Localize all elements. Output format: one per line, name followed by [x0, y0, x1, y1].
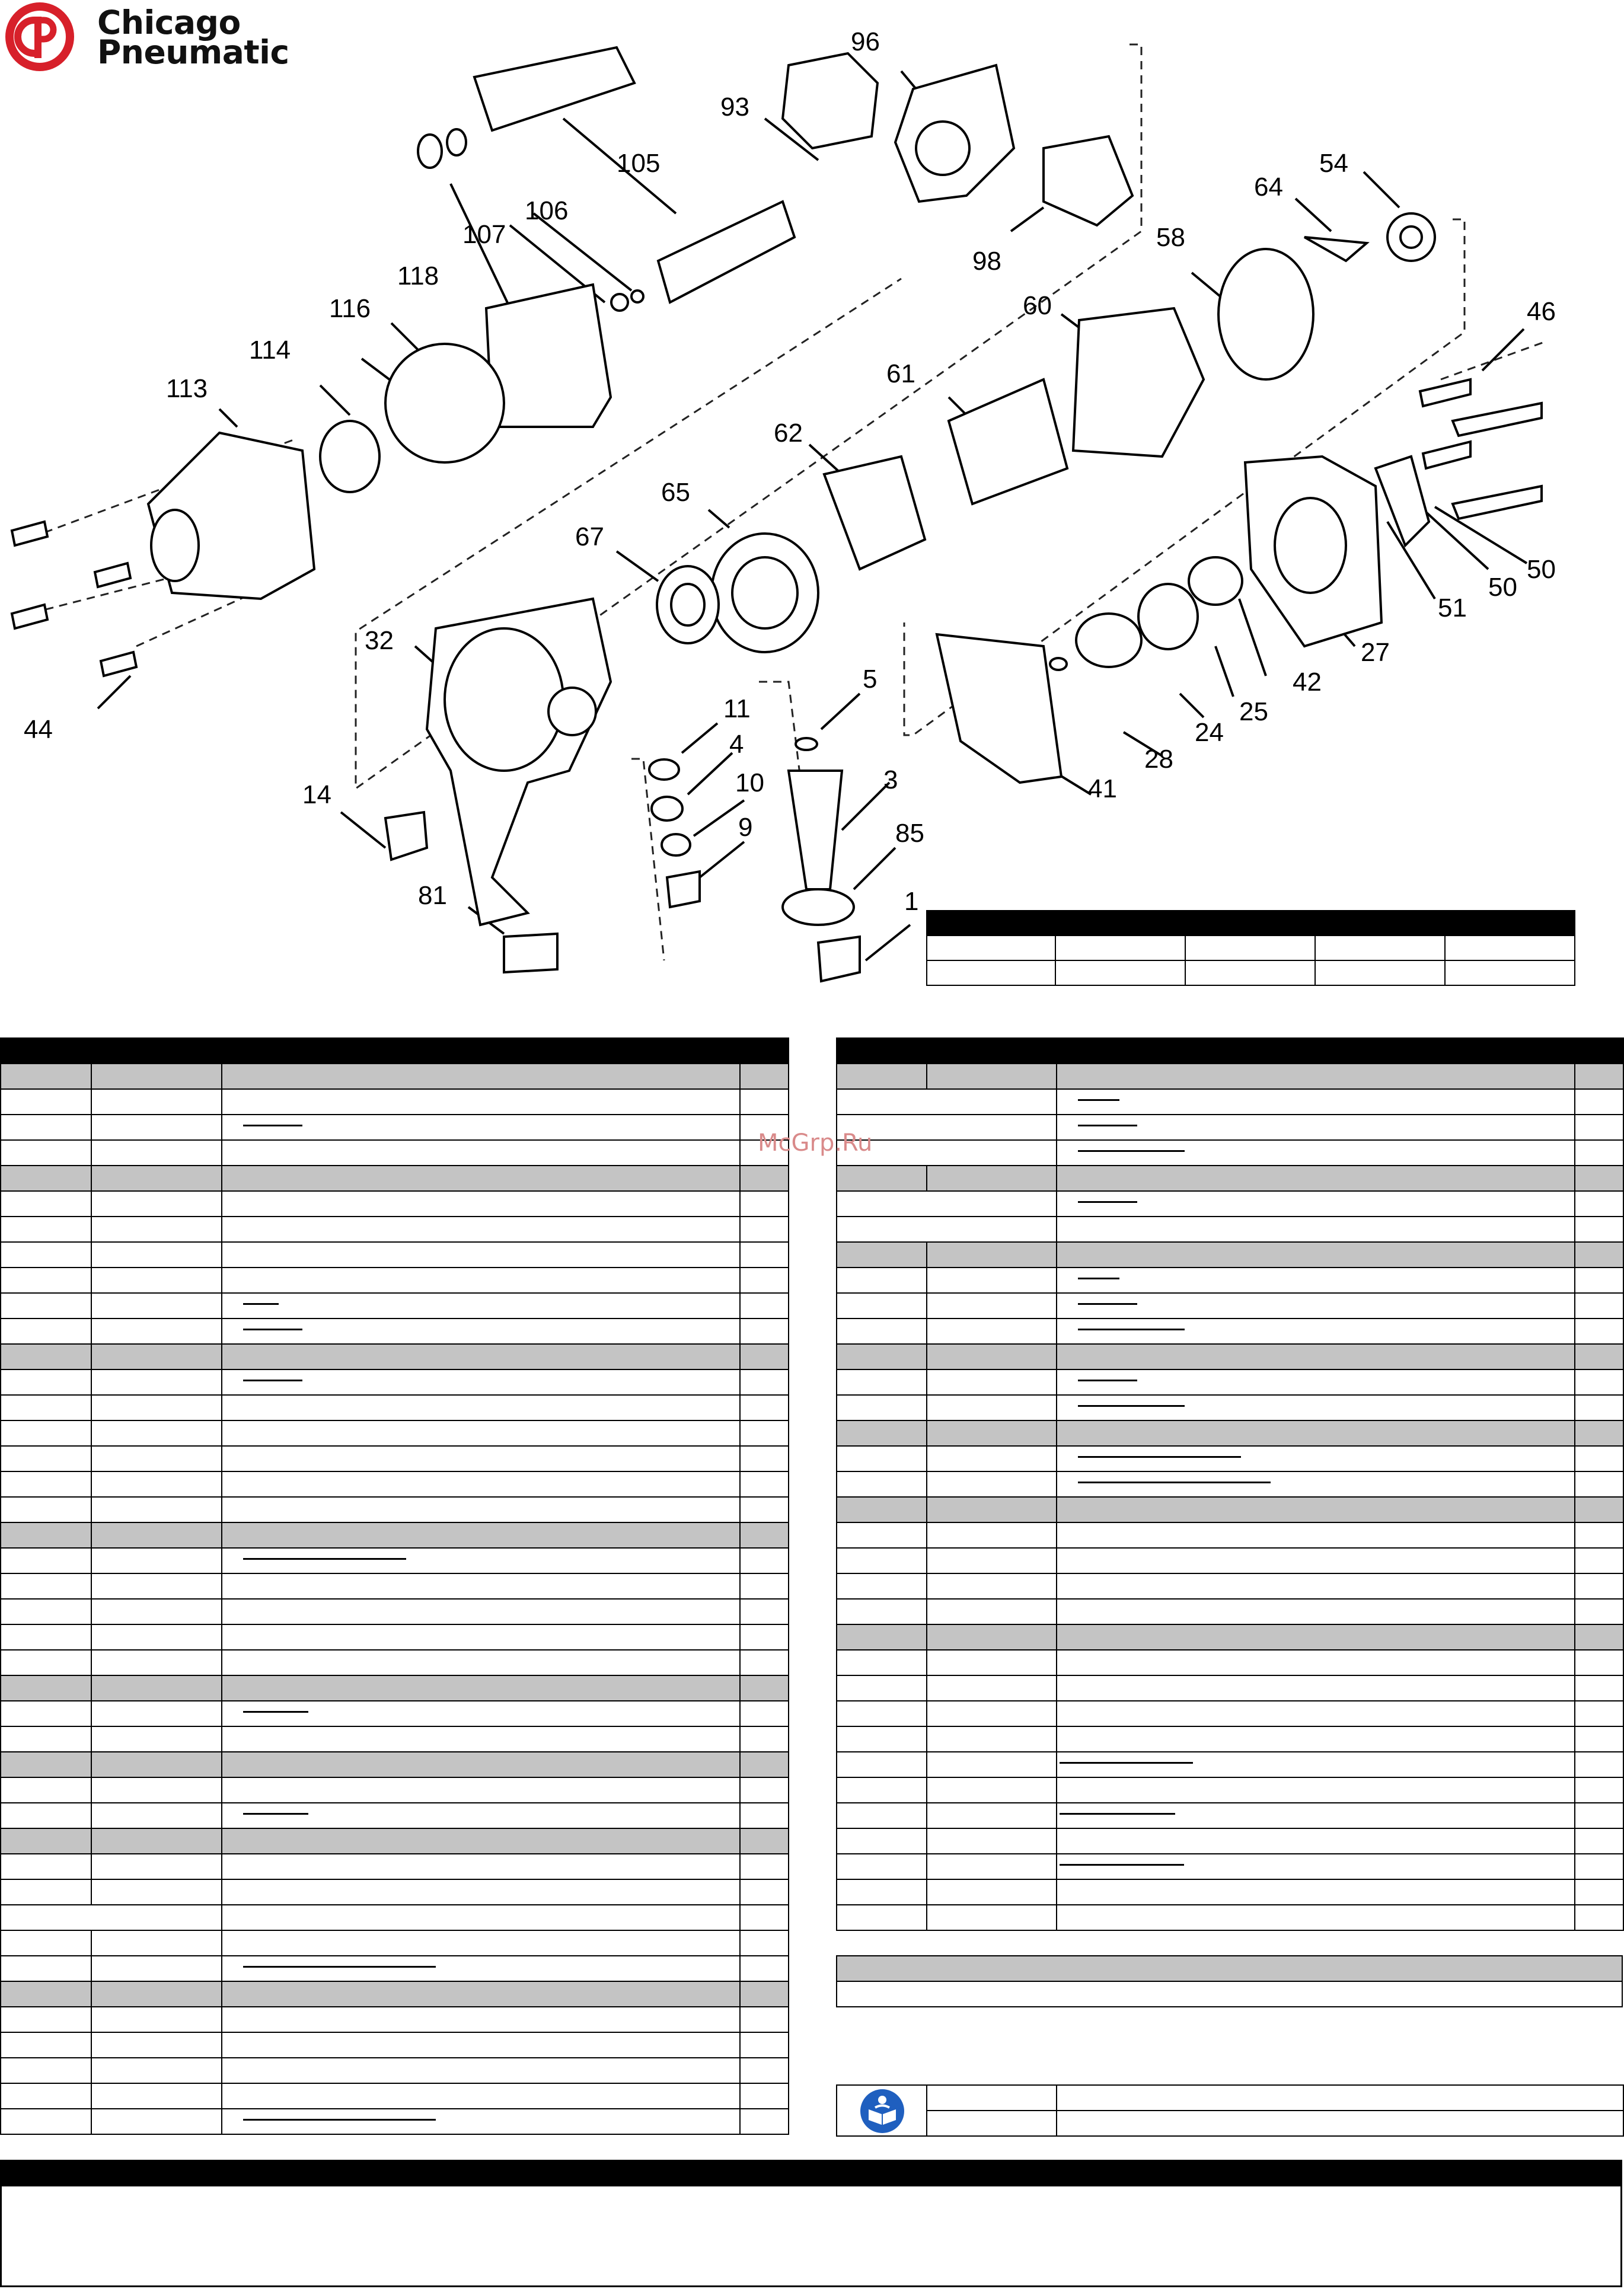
parts-table-right: [836, 1037, 1624, 1931]
callout-60: 60: [1023, 291, 1052, 320]
callout-62: 62: [774, 419, 803, 448]
callout-116: 116: [329, 294, 371, 323]
watermark: McGrp.Ru: [758, 1129, 873, 1157]
callout-113: 113: [166, 374, 208, 403]
callout-98: 98: [972, 247, 1001, 276]
parts-table-left: [0, 1037, 789, 2135]
callout-96: 96: [851, 27, 880, 56]
parts-header: [1, 1038, 789, 1064]
callout-10: 10: [735, 768, 764, 797]
spec-table: [926, 910, 1575, 986]
callout-44: 44: [24, 715, 53, 744]
footer-header: [2, 2162, 1620, 2186]
parts-header: [837, 1038, 1623, 1064]
callout-67: 67: [575, 522, 604, 551]
callout-65: 65: [661, 478, 690, 507]
manual-icon-cell: [837, 2085, 927, 2136]
callout-14: 14: [302, 780, 331, 809]
footer-box: [0, 2160, 1622, 2287]
callout-24a: 24: [1195, 718, 1224, 747]
callout-4: 4: [729, 730, 744, 759]
spec-header-cell: [1185, 911, 1575, 936]
callout-114: 114: [249, 336, 291, 365]
callout-24b: 42: [1293, 668, 1322, 697]
brand-name-line1: Chicago: [97, 4, 241, 41]
callout-3: 3: [883, 765, 898, 794]
read-manual-icon: [856, 2088, 909, 2134]
callout-58: 58: [1156, 223, 1185, 252]
manual-reference-table: [836, 2084, 1624, 2137]
callout-41: 41: [1088, 774, 1117, 803]
callout-85: 85: [895, 819, 924, 848]
callout-107: 107: [462, 220, 506, 249]
callout-106: 106: [525, 196, 569, 225]
callout-54: 54: [1319, 149, 1348, 178]
brand-name-line2: Pneumatic: [97, 33, 289, 71]
callout-42: 27: [1361, 638, 1390, 667]
callout-1: 1: [904, 887, 919, 916]
callout-28: 28: [1144, 745, 1173, 774]
callout-118: 118: [397, 261, 439, 290]
spec-header-cell: [1055, 911, 1185, 936]
callout-5: 5: [863, 665, 878, 694]
spec-header-cell: [927, 911, 1055, 936]
callout-11: 11: [723, 694, 751, 723]
callout-51: 50: [1488, 573, 1517, 602]
callout-61: 61: [886, 359, 915, 388]
callout-25: 25: [1239, 697, 1268, 726]
callout-27: 51: [1438, 593, 1467, 622]
callout-46: 46: [1527, 297, 1556, 326]
callout-9: 9: [738, 813, 753, 842]
callout-32: 32: [365, 626, 394, 655]
callout-64: 64: [1254, 173, 1283, 202]
exploded-parts-diagram: [0, 0, 1624, 1020]
callout-50: 50: [1527, 555, 1556, 584]
callout-93: 93: [720, 92, 749, 122]
note-box: [836, 1955, 1623, 2007]
callout-105: 105: [617, 149, 661, 178]
callout-81: 81: [418, 881, 447, 910]
